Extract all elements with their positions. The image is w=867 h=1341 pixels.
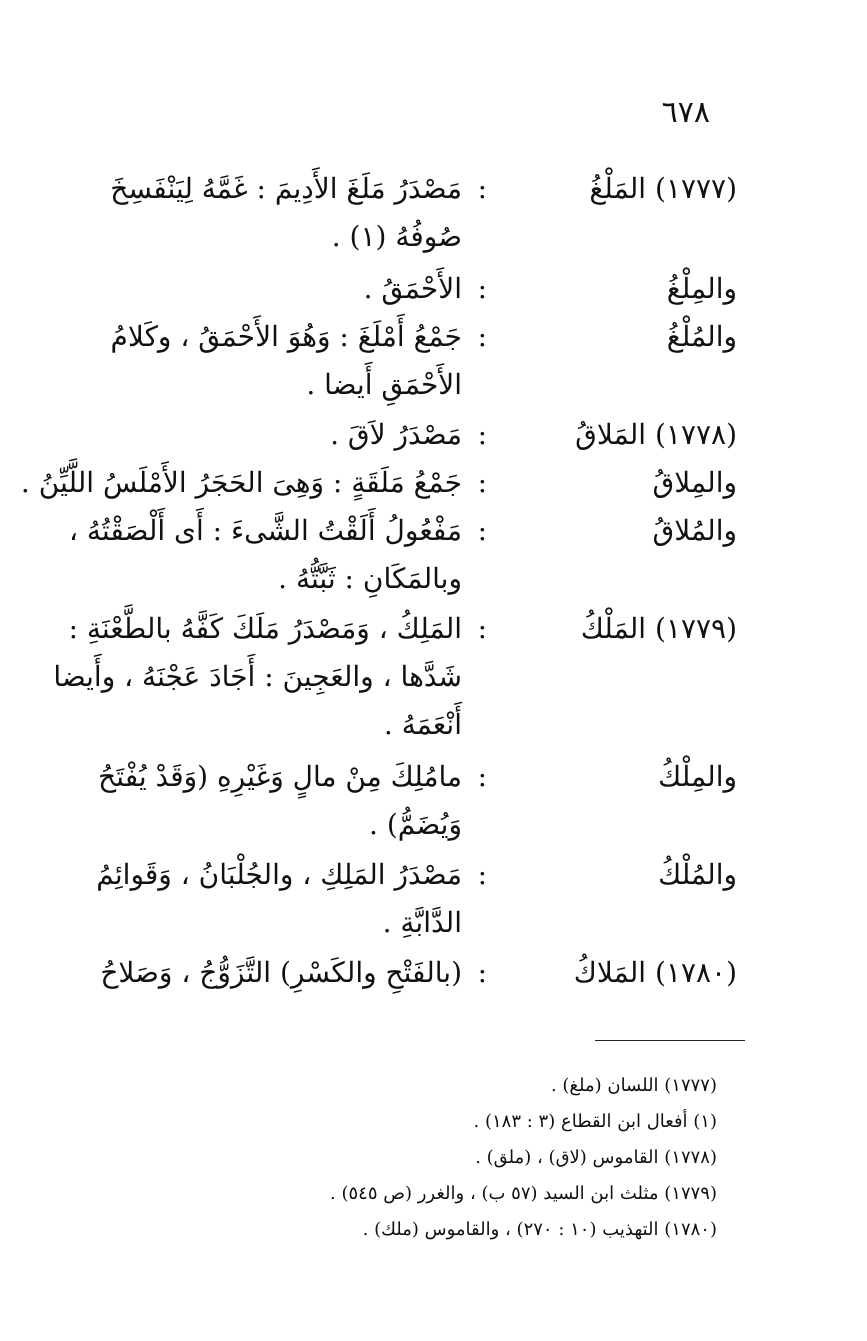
entry-headword: والمِلْغُ bbox=[666, 272, 737, 305]
entry-definition: مَصْدَرُ مَلَغَ الأَدِيمَ : غَمَّهُ لِيَنْفَسِخَ bbox=[110, 172, 462, 205]
dictionary-entry bbox=[127, 272, 737, 320]
entry-colon: : bbox=[477, 320, 487, 353]
entry-definition: الأَحْمَقُ . bbox=[363, 272, 462, 305]
entry-continuation: شَدَّها ، والعَجِينَ : أَجَادَ عَجْنَهُ ، وأَيضا bbox=[53, 660, 462, 693]
dictionary-entry bbox=[100, 956, 737, 1004]
footnote-divider bbox=[595, 1040, 745, 1041]
dictionary-entry bbox=[20, 466, 737, 514]
entry-colon: : bbox=[477, 418, 487, 451]
entry-definition: (بالفَتْحِ والكَسْرِ) التَّزَوُّجُ ، وَصَلاحُ bbox=[100, 956, 462, 989]
entry-definition: المَلِكُ ، وَمَصْدَرُ مَلَكَ كَفَّهُ بالطَّعْنَةِ : bbox=[68, 612, 462, 645]
entry-continuation: الأَحْمَقِ أَيضا . bbox=[306, 368, 462, 401]
entry-definition: مامُلِكَ مِنْ مالٍ وَغَيْرِهِ (وَقَدْ يُفْتَحُ bbox=[98, 760, 462, 793]
footnote: (١٧٧٩) مثلث ابن السيد (٥٧ ب) ، والغرر (ص ٥٤٥) . bbox=[330, 1183, 717, 1204]
entry-colon: : bbox=[477, 172, 487, 205]
entry-colon: : bbox=[477, 858, 487, 891]
entry-definition: جَمْعُ مَلَقَةٍ : وَهِىَ الحَجَرُ الأَمْلَسُ اللَّيِّنُ . bbox=[20, 466, 462, 499]
dictionary-entry bbox=[98, 760, 737, 856]
dictionary-entry bbox=[68, 514, 737, 610]
entry-continuation: الدَّابَّةِ . bbox=[382, 906, 462, 939]
footnote: (١٧٨٠) التهذيب (١٠ : ٢٧٠) ، والقاموس (ملك) . bbox=[362, 1219, 717, 1240]
entry-colon: : bbox=[477, 760, 487, 793]
entry-headword: والمُلاقُ bbox=[652, 514, 737, 547]
entry-headword: (١٧٧٨) المَلاقُ bbox=[575, 418, 737, 451]
footnote: (١٧٧٨) القاموس (لاق) ، (ملق) . bbox=[475, 1147, 717, 1168]
entry-continuation: وبالمَكَانِ : ثَبَّتُّهُ . bbox=[278, 562, 462, 595]
dictionary-entry bbox=[110, 172, 737, 268]
dictionary-entry bbox=[110, 320, 737, 416]
entry-headword: والمُلْكُ bbox=[658, 858, 737, 891]
entry-colon: : bbox=[477, 612, 487, 645]
entry-headword: والمُلْغُ bbox=[666, 320, 737, 353]
entry-headword: والمِلاقُ bbox=[652, 466, 737, 499]
entry-colon: : bbox=[477, 272, 487, 305]
entry-colon: : bbox=[477, 466, 487, 499]
entry-headword: (١٧٧٧) المَلْغُ bbox=[589, 172, 737, 205]
dictionary-entry bbox=[96, 858, 737, 954]
page-number: ٦٧٨ bbox=[661, 95, 710, 130]
entry-headword: والمِلْكُ bbox=[658, 760, 737, 793]
entry-definition: مَصْدَرُ لاَقَ . bbox=[330, 418, 462, 451]
entry-continuation: وَيُضَمُّ) . bbox=[369, 808, 462, 841]
entry-continuation: صُوفُهُ (١) . bbox=[331, 220, 462, 253]
entry-headword: (١٧٨٠) المَلاكُ bbox=[573, 956, 737, 989]
entry-continuation: أَنْعَمَهُ . bbox=[383, 708, 462, 741]
entry-definition: مَفْعُولُ أَلَقْتُ الشَّىءَ : أَى أَلْصَقْتُهُ ، bbox=[68, 514, 462, 547]
entry-definition: مَصْدَرُ المَلِكِ ، والجُلْبَانُ ، وَقَوائِمُ bbox=[96, 858, 462, 891]
entry-headword: (١٧٧٩) المَلْكُ bbox=[580, 612, 737, 645]
dictionary-entry bbox=[127, 418, 737, 466]
footnote: (١) أفعال ابن القطاع (٣ : ١٨٣) . bbox=[473, 1111, 717, 1132]
dictionary-entry bbox=[53, 612, 737, 756]
entry-colon: : bbox=[477, 956, 487, 989]
entry-colon: : bbox=[477, 514, 487, 547]
entry-definition: جَمْعُ أَمْلَغَ : وَهُوَ الأَحْمَقُ ، وكَلامُ bbox=[110, 320, 462, 353]
footnote: (١٧٧٧) اللسان (ملغ) . bbox=[550, 1075, 717, 1096]
